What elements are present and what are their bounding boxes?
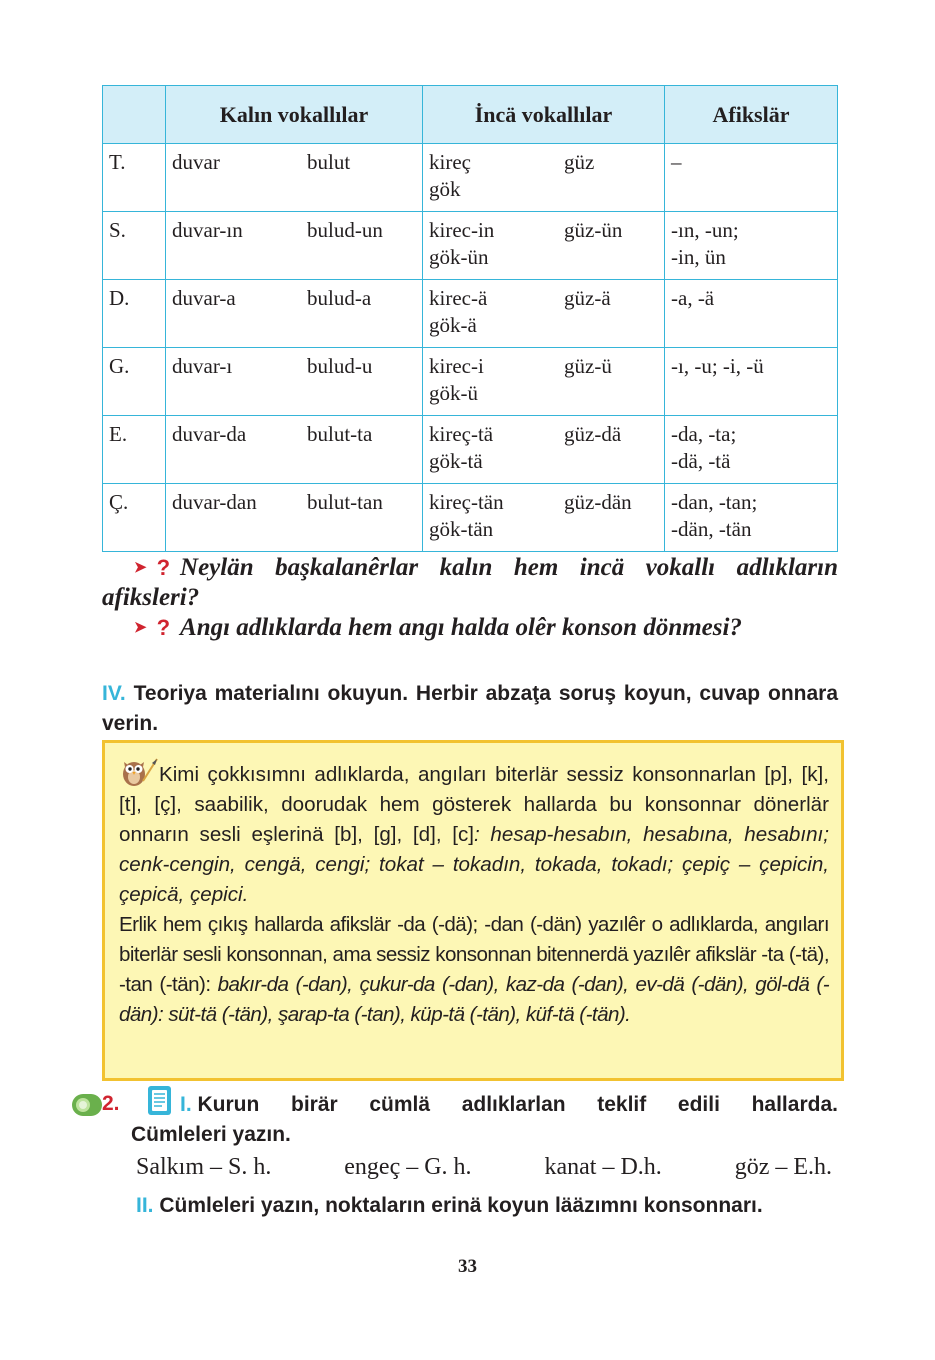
task-number: IV. <box>102 682 126 705</box>
inca-cell: kireç güz gök <box>423 144 665 212</box>
theory-paragraph-2 <box>119 910 829 1030</box>
exercise-part2 <box>136 1191 763 1221</box>
arrow-bullet-icon: ➤ <box>134 560 147 576</box>
kalin-cell: duvar-dan bulut-tan <box>166 484 423 552</box>
theory-examples-1: : hesap-hesabın, hesabına, hesabını; cenk-cengin, cengä, cengi; tokat – tokadın, tokada, tokadı; çepiç – çepicin, çepicä, çepici. <box>119 823 829 906</box>
inca-cell: kireç-tän güz-dän gök-tän <box>423 484 665 552</box>
question-1 <box>102 553 838 612</box>
header-case <box>103 86 166 144</box>
exercise-number: 2. <box>102 1092 120 1115</box>
theory-paragraph-1 <box>119 757 829 910</box>
kalin-cell: duvar-da bulut-ta <box>166 416 423 484</box>
afiks-cell: -ı, -u; -i, -ü <box>665 348 838 416</box>
case-cell: S. <box>103 212 166 280</box>
kalin-cell: duvar-a bulud-a <box>166 280 423 348</box>
task-iv <box>102 679 838 739</box>
case-cell: D. <box>103 280 166 348</box>
part2-number: II. <box>136 1194 154 1217</box>
header-kalin: Kalın vokallılar <box>166 86 423 144</box>
theory-rule-2: Erlik hem çıkış hallarda afikslär -da (-dä); -dan (-dän) yazılêr o adlıklarda, angıları biterlär sesli konsonnan, ama sessiz konsonnan bitennerdä yazılêr afikslär -ta (-tä), -tan (-tän): <box>119 913 829 996</box>
question-text: Angı adlıklarda hem angı halda olêr konson dönmesi? <box>180 614 742 641</box>
case-item: göz – E.h. <box>734 1154 832 1180</box>
case-cell: E. <box>103 416 166 484</box>
part2-text: Cümleleri yazın, noktaların erinä koyun lääzımnı konsonnarı. <box>159 1194 763 1217</box>
theory-examples-2: bakır-da (-dan), çukur-da (-dan), kaz-da (-dan), ev-dä (-dän), göl-dä (-dän): süt-tä (-tän), şarap-ta (-tan), küp-tä (-tän), küf-tä (-tän). <box>119 973 829 1026</box>
case-item: engeç – G. h. <box>344 1154 472 1180</box>
kalin-cell: duvar-ı bulud-u <box>166 348 423 416</box>
afiks-cell: -a, -ä <box>665 280 838 348</box>
case-item: Salkım – S. h. <box>136 1154 272 1180</box>
theory-rule-1: Kimi çokkısımnı adlıklarda, angıları biterlär sessiz konsonnarlan [p], [k], [t], [ç], saabilik, doorudak hem gösterek hallarda bu konsonnar dönerlär onnarın sesli eşlerinä [b], [g], [d], [c] <box>119 763 829 846</box>
page-number: 33 <box>458 1256 477 1277</box>
exercise-part1-line2: Cümleleri yazın. <box>131 1123 291 1146</box>
case-cell: Ç. <box>103 484 166 552</box>
table-row <box>103 144 838 212</box>
exercise-badge-icon <box>72 1094 102 1116</box>
question-mark-icon: ? <box>156 615 171 640</box>
table-row <box>103 484 838 552</box>
exercise-part1-line: I. Kurun birär cümlä adlıklarlan teklif edili hallarda. <box>180 1093 838 1116</box>
case-assignments <box>136 1154 832 1181</box>
question-2 <box>102 613 838 643</box>
afiks-cell: -dan, -tan; -dän, -tän <box>665 484 838 552</box>
inca-cell: kirec-ä güz-ä gök-ä <box>423 280 665 348</box>
case-cell: G. <box>103 348 166 416</box>
header-afiks: Afikslär <box>665 86 838 144</box>
inca-cell: kirec-i güz-ü gök-ü <box>423 348 665 416</box>
kalin-cell: duvar bulut <box>166 144 423 212</box>
owl-icon <box>121 757 159 787</box>
afiks-cell: -da, -ta; -dä, -tä <box>665 416 838 484</box>
table-header-row <box>103 86 838 144</box>
arrow-bullet-icon: ➤ <box>134 620 147 636</box>
case-item: kanat – D.h. <box>544 1154 662 1180</box>
table-row <box>103 416 838 484</box>
inca-cell: kirec-in güz-ün gök-ün <box>423 212 665 280</box>
table-row <box>103 280 838 348</box>
question-text: Neylän başkalanêrlar kalın hem incä vokallı adlıkların afiksleri? <box>102 554 838 611</box>
theory-box <box>102 740 844 1081</box>
case-cell: T. <box>103 144 166 212</box>
question-mark-icon: ? <box>156 555 171 580</box>
task-text: Teoriya materialını okuyun. Herbir abzaţa soruş koyun, cuvap onnara verin. <box>102 682 839 735</box>
table-row <box>103 348 838 416</box>
header-inca: İncä vokallılar <box>423 86 665 144</box>
afiks-cell: – <box>665 144 838 212</box>
notebook-icon <box>145 1084 175 1118</box>
kalin-cell: duvar-ın bulud-un <box>166 212 423 280</box>
table-row <box>103 212 838 280</box>
part1-number: I. <box>180 1093 192 1116</box>
afiks-cell: -ın, -un; -in, ün <box>665 212 838 280</box>
declension-table <box>102 85 838 552</box>
inca-cell: kireç-tä güz-dä gök-tä <box>423 416 665 484</box>
